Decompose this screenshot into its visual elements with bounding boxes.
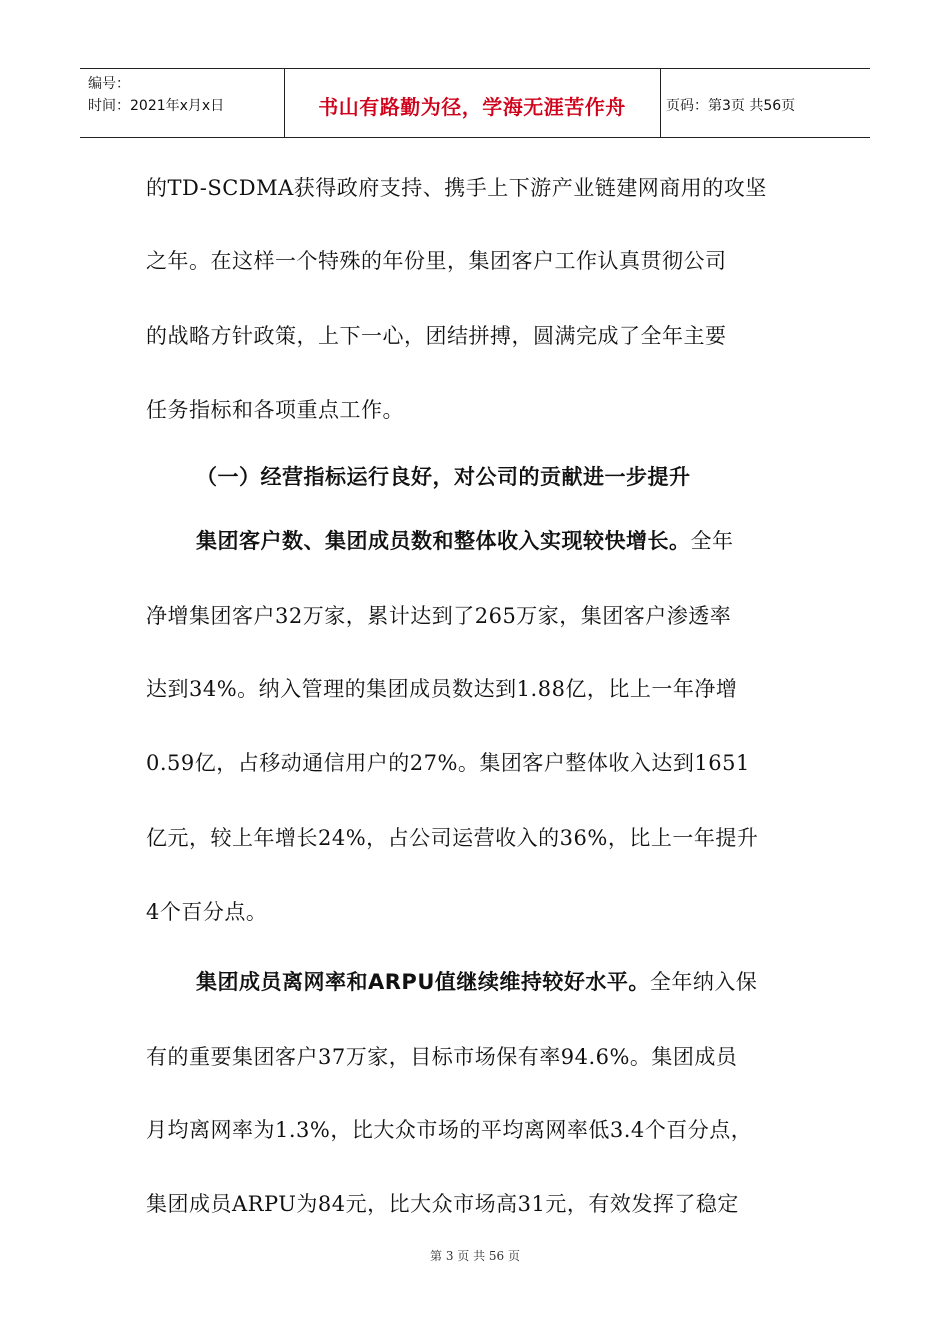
body-line: 有的重要集团客户37万家，目标市场保有率94.6%。集团成员 [146,1045,738,1069]
header-motto-cell [284,69,661,137]
body-line: 集团成员ARPU为84元，比大众市场高31元，有效发挥了稳定 [146,1192,739,1216]
header-page-info: 页码：第3页 共56页 [666,98,796,114]
header-meta-cell [80,69,285,137]
page-footer: 第 3 页 共 56 页 [430,1249,520,1263]
body-line: 任务指标和各项重点工作。 [146,398,404,422]
header-motto: 书山有路勤为径，学海无涯苦作舟 [318,95,626,119]
paragraph-lead-tail: 全年 [690,529,734,553]
body-line: 的TD-SCDMA获得政府支持、携手上下游产业链建网商用的攻坚 [146,176,767,200]
paragraph-start [196,966,757,996]
page-header [80,68,870,138]
body-line: 月均离网率为1.3%，比大众市场的平均离网率低3.4个百分点， [146,1118,753,1142]
body-line: 亿元，较上年增长24%，占公司运营收入的36%，比上一年提升 [146,826,759,850]
body-line: 净增集团客户32万家，累计达到了265万家，集团客户渗透率 [146,604,732,628]
header-page-cell [660,69,870,137]
paragraph-lead-tail: 全年纳入保 [649,970,758,994]
body-line: 0.59亿，占移动通信用户的27%。集团客户整体收入达到1651 [146,751,750,775]
paragraph-lead: 集团成员离网率和ARPU值继续维持较好水平。 [196,970,650,994]
document-date: 时间：2021年x月x日 [88,98,225,114]
body-line: 的战略方针政策，上下一心，团结拼搏，圆满完成了全年主要 [146,324,727,348]
body-line: 达到34%。纳入管理的集团成员数达到1.88亿，比上一年净增 [146,677,738,701]
paragraph-lead: 集团客户数、集团成员数和整体收入实现较快增长。 [196,529,691,553]
section-heading: （一）经营指标运行良好，对公司的贡献进一步提升 [196,465,691,489]
body-line: 之年。在这样一个特殊的年份里，集团客户工作认真贯彻公司 [146,249,727,273]
document-number: 编号： [88,76,130,92]
body-line: 4个百分点。 [146,900,268,924]
paragraph-start [196,525,734,555]
